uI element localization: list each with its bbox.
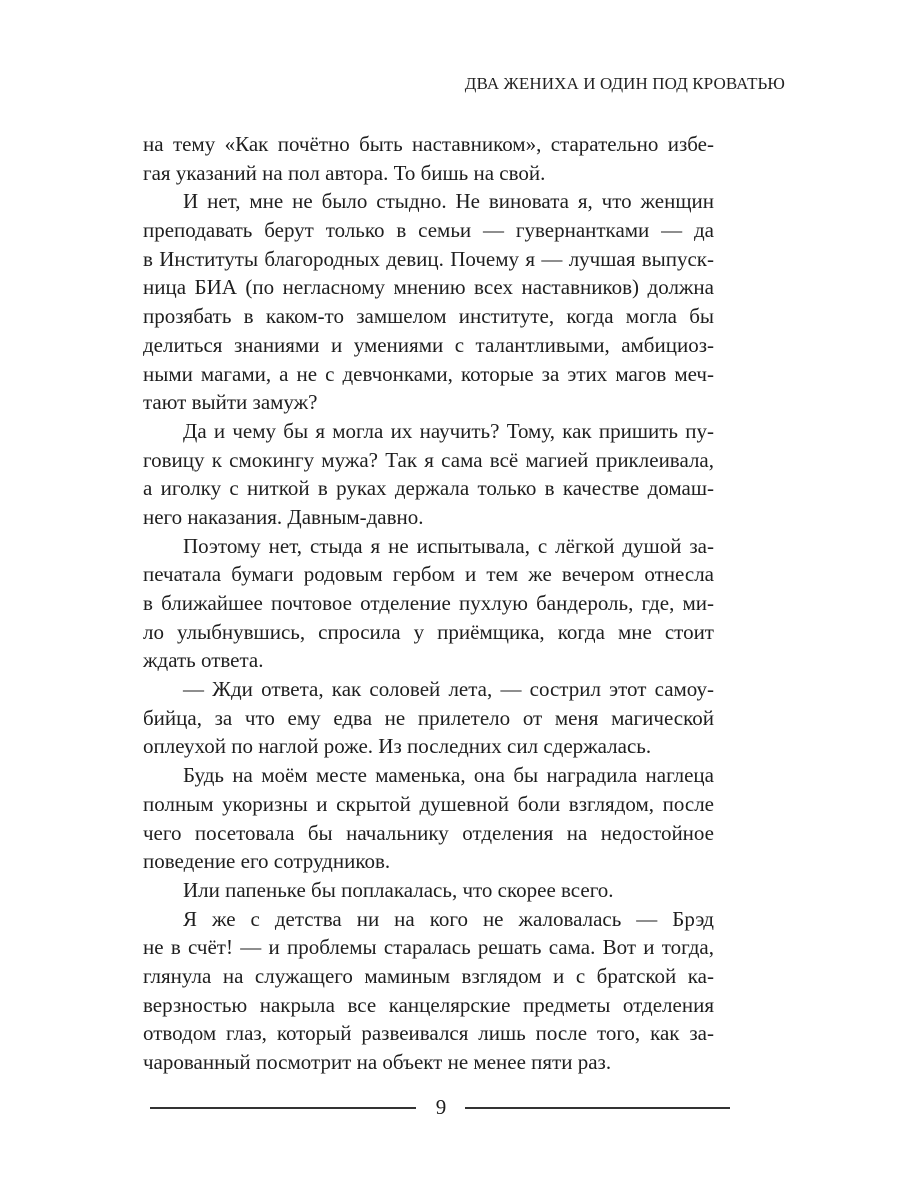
text-line: печатала бумаги родовым гербом и тем же вечером отнесла — [143, 562, 714, 587]
text-line: в ближайшее почтовое отделение пухлую бандероль, где, ми- — [143, 591, 714, 615]
text-line: отводом глаз, который развеивался лишь после того, как за- — [143, 1021, 714, 1046]
paragraph — [143, 905, 714, 1077]
text-line: ница БИА (по негласному мнению всех наставников) должна — [143, 275, 714, 300]
paragraph — [143, 761, 714, 876]
text-line: Или папеньке бы поплакалась, что скорее всего. — [183, 877, 614, 902]
text-line: в Институты благородных девиц. Почему я — лучшая выпуск- — [143, 246, 714, 271]
text-line: говицу к смокингу мужа? Так я сама всё магией приклеивала, — [143, 447, 714, 472]
text-line: прозябать в каком-то замшелом институте, когда могла бы — [143, 304, 714, 329]
text-line: оплеухой по наглой роже. Из последних сил сдержалась. — [143, 734, 652, 759]
text-line: преподавать берут только в семьи — гувернантками — да — [143, 218, 714, 243]
text-line: ными магами, а не с девчонками, которые за этих магов меч- — [143, 361, 714, 386]
text-line: — Жди ответа, как соловей лета, — сострил этот самоу- — [183, 677, 714, 702]
text-line: Да и чему бы я могла их научить? Тому, как пришить пу- — [183, 418, 714, 443]
text-line: не в счёт! — и проблемы старалась решать сама. Вот и тогда, — [143, 935, 714, 960]
text-line: Поэтому нет, стыда я не испытывала, с лёгкой душой за- — [183, 533, 714, 558]
footer-rule-left — [150, 1107, 416, 1109]
paragraph — [143, 675, 714, 761]
paragraph — [143, 187, 714, 417]
text-line: полным укоризны и скрытой душевной боли взглядом, после — [143, 791, 714, 816]
text-line: ждать ответа. — [143, 648, 264, 673]
footer-rule-right — [465, 1107, 730, 1109]
paragraph — [143, 130, 714, 187]
paragraph — [143, 876, 714, 905]
text-line: делиться знаниями и умениями с талантливыми, амбициоз- — [143, 332, 714, 357]
page-number: 9 — [435, 1095, 447, 1119]
paragraph — [143, 532, 714, 675]
running-head: ДВА ЖЕНИХА И ОДИН ПОД КРОВАТЬЮ — [464, 74, 785, 93]
text-line: глянула на служащего маминым взглядом и с братской ка- — [143, 963, 714, 988]
text-line: на тему «Как почётно быть наставником», старательно избе- — [143, 132, 714, 156]
text-line: бийца, за что ему едва не прилетело от меня магической — [143, 705, 714, 730]
text-line: него наказания. Давным-давно. — [143, 504, 424, 529]
text-line: чарованный посмотрит на объект не менее пяти раз. — [143, 1050, 612, 1074]
text-line: а иголку с ниткой в руках держала только в качестве домаш- — [143, 476, 714, 501]
text-line: ло улыбнувшись, спросила у приёмщика, когда мне стоит — [143, 619, 714, 644]
text-line: Я же с детства ни на кого не жаловалась — Брэд — [183, 906, 714, 931]
text-line: поведение его сотрудников. — [143, 849, 391, 874]
text-line: чего посетовала бы начальнику отделения на недостойное — [143, 820, 714, 845]
text-line: верзностью накрыла все канцелярские предметы отделения — [143, 992, 714, 1017]
text-line: Будь на моём месте маменька, она бы наградила наглеца — [183, 763, 714, 788]
page-footer — [150, 1094, 730, 1120]
text-line: И нет, мне не было стыдно. Не виновата я, что женщин — [183, 189, 714, 214]
paragraph — [143, 417, 714, 532]
text-line: гая указаний на пол автора. То бишь на свой. — [143, 160, 546, 185]
body-text — [143, 130, 714, 1077]
text-line: тают выйти замуж? — [143, 390, 318, 415]
